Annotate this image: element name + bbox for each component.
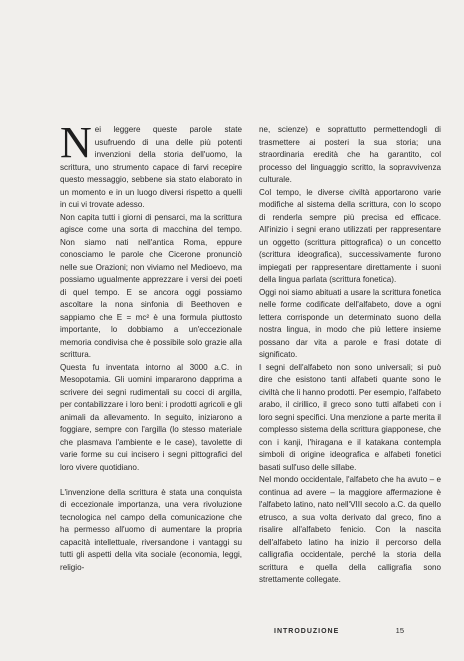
drop-cap: N — [60, 118, 92, 167]
page-number: 15 — [395, 626, 404, 635]
paragraph: I segni dell'alfabeto non sono universali; si può dire che esistono tanti alfabeti quante sono le civiltà che li hanno prodotti. Per esempio, l'alfabeto arabo, il cirillico, il greco sono tutti alfabeti con i loro segni specifici. Una menzione a parte merita il complesso sistema della scrittura giapponese, che con i kanji, l'hiragana e il katakana contempla simboli di origine ideografica e alfabeti fonetici basati sull'uso delle sillabe. — [259, 362, 441, 472]
page-footer — [274, 626, 404, 635]
paragraph — [60, 118, 242, 212]
paragraph: Nel mondo occidentale, l'alfabeto che ha avuto – e continua ad avere – la maggiore affermazione è l'alfabeto latino, nato nell'VIII secolo a.C. da quello etrusco, a sua volta derivato dal greco, fino a risalire all'alfabeto fenicio. Con la nascita dell'alfabeto latino ha inizio il percorso della calligrafia occidentale, perché la storia della scrittura e quella della calligrafia sono strettamente collegate. — [259, 475, 441, 584]
paragraph: L'invenzione della scrittura è stata una conquista di eccezionale importanza, una vera rivoluzione tecnologica nel campo della comunicazione che ha permesso all'uomo di aumentare la propria capacità intellettuale, riversandone i vantaggi su tutti gli aspetti della vita sociale (economia, leggi, religio- — [60, 487, 242, 572]
paragraph-text: ei leggere queste parole state usufruendo di una delle più potenti invenzioni della storia dell'uomo, la scrittura, uno strumento capace di farvi recepire questo messaggio, sebbene sia stato elaborato in un momento e in un luogo diversi rispetto a quelli in cui vi trovate adesso. — [60, 125, 242, 209]
paragraph: Questa fu inventata intorno al 3000 a.C. in Mesopotamia. Gli uomini impararono dapprima a scrivere dei segni rudimentali su cocci di argilla, per contabilizzare i loro beni: i prodotti agricoli e gli animali da allevamento. In seguito, iniziarono a foggiare, sempre con l'argilla (lo stesso materiale che plasmava l'ambiente e le case), tavolette di varie forme su cui incisero i segni pittografici del loro vivere quotidiano. — [60, 362, 242, 472]
section-title: INTRODUZIONE — [274, 628, 340, 635]
right-text-column — [259, 124, 441, 587]
paragraph: ne, scienze) e soprattutto permettendogli di trasmettere ai posteri la sua storia; una straordinaria eredità che ha garantito, col processo del linguaggio scritto, la sopravvivenza culturale. — [259, 125, 441, 184]
paragraph: Col tempo, le diverse civiltà apportarono varie modifiche al sistema della scrittura, con lo scopo di renderla sempre più precisa ed efficace. All'inizio i segni erano utilizzati per rappresentare un oggetto (scrittura pittografica) o un concetto (scrittura ideografica), successivamente furono impiegati per rappresentare direttamente i suoni della lingua parlata (scrittura fonetica). — [259, 187, 441, 284]
paragraph: Non capita tutti i giorni di pensarci, ma la scrittura agisce come una sorta di macchina del tempo. Non siamo nati nell'antica Roma, eppure conosciamo le parole che Cicerone pronunciò nelle sue Orazioni; non viviamo nel Medioevo, ma possiamo ugualmente apprezzare i versi dei poeti di quel tempo. E se ancora oggi possiamo ascoltare la nona sinfonia di Beethoven e sappiamo che E = mc² è una formula piuttosto importante, lo dobbiamo a un'eccezionale memoria condivisa che è possibile solo grazie alla scrittura. — [60, 212, 242, 359]
left-text-column — [60, 118, 242, 574]
paragraph: Oggi noi siamo abituati a usare la scrittura fonetica nelle forme codificate dell'alfabeto, dove a ogni lettera corrisponde un determinato suono della nostra lingua, in modo che più lettere insieme possano dar vita a parole e frasi dotate di significato. — [259, 287, 441, 359]
